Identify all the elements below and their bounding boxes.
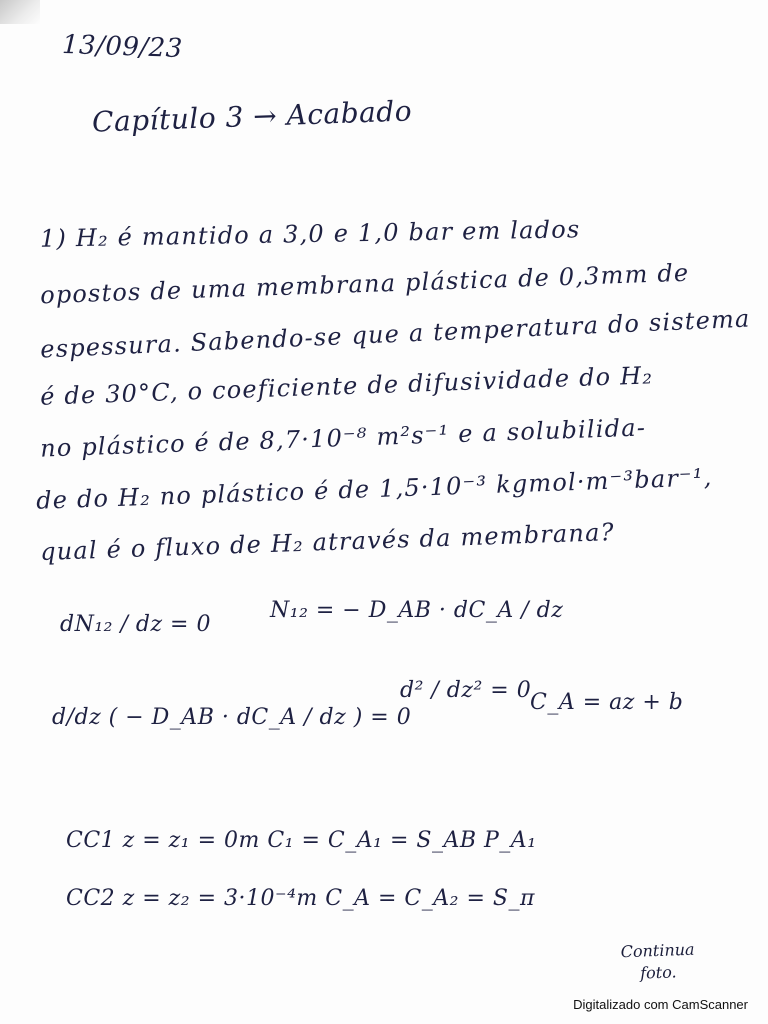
equation-second-derivative: d² / dz² = 0 [400, 678, 532, 703]
continuation-note [597, 938, 718, 986]
problem-line-1: 1) H₂ é mantido a 3,0 e 1,0 bar em lados [39, 215, 581, 253]
equation-substituted: d/dz ( − D_AB · dC_A / dz ) = 0 [52, 705, 412, 730]
page-corner-shadow [0, 0, 40, 24]
continuation-note-line-1: Continua [620, 939, 695, 962]
problem-line-3: espessura. Sabendo-se que a temperatura do sistema [39, 304, 752, 364]
equation-flux-derivative: dN₁₂ / dz = 0 [60, 612, 211, 637]
equation-solution: C_A = az + b [530, 690, 684, 715]
boundary-condition-2: CC2 z = z₂ = 3·10⁻⁴m C_A = C_A₂ = S_π [66, 886, 535, 911]
continuation-note-line-2: foto. [639, 962, 677, 983]
problem-line-7: qual é o fluxo de H₂ através da membrana? [39, 517, 616, 567]
equation-fick-law: N₁₂ = − D_AB · dC_A / dz [270, 598, 564, 623]
scanner-watermark: Digitalizado com CamScanner [573, 997, 748, 1012]
problem-line-4: é de 30°C, o coeficiente de difusividade do H₂ [39, 361, 654, 411]
date: 13/09/23 [61, 29, 184, 65]
problem-line-2: opostos de uma membrana plástica de 0,3mm de [39, 258, 690, 310]
boundary-condition-1: CC1 z = z₁ = 0m C₁ = C_A₁ = S_AB P_A₁ [66, 828, 537, 853]
chapter-title: Capítulo 3 → Acabado [91, 94, 413, 139]
problem-line-6: de do H₂ no plástico é de 1,5·10⁻³ kgmol·m⁻³bar⁻¹, [35, 463, 713, 515]
problem-line-5: no plástico é de 8,7·10⁻⁸ m²s⁻¹ e a solubilida- [39, 413, 647, 463]
